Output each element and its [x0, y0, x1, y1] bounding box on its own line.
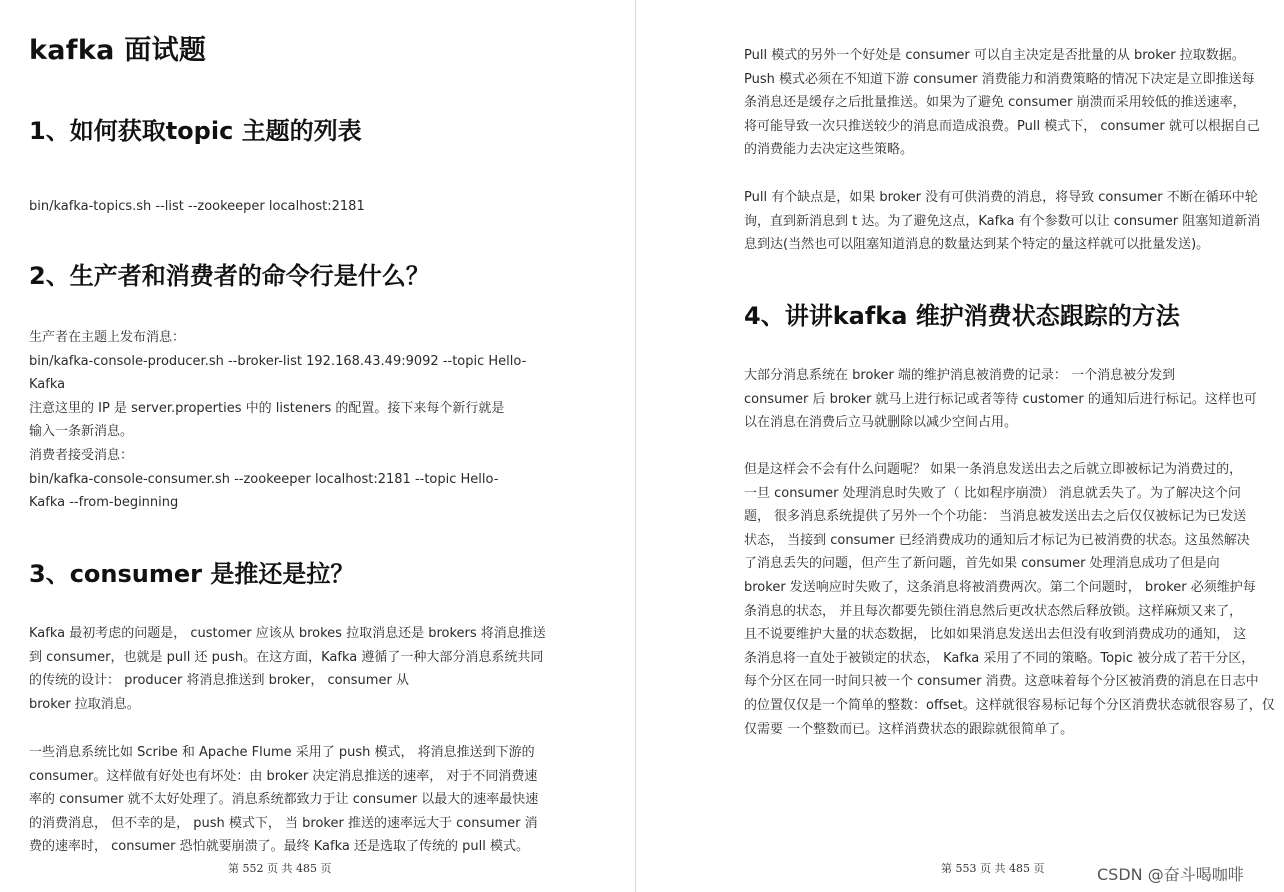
- text-line: consumer 后 broker 就马上进行标记或者等待 customer 的通知后进行标记。这样也可: [744, 391, 1257, 407]
- right-page: [637, 0, 1284, 892]
- text-line: bin/kafka-topics.sh --list --zookeeper localhost:2181: [29, 199, 365, 214]
- q4-heading: 4、讲讲kafka 维护消费状态跟踪的方法: [744, 302, 1180, 330]
- text-line: 条消息还是缓存之后批量推送。如果为了避免 consumer 崩溃而采用较低的推送速率，: [744, 95, 1246, 111]
- text-line: 询，直到新消息到 t 达。为了避免这点，Kafka 有个参数可以让 consumer 阻塞知道新消: [744, 213, 1261, 229]
- text-line: 消费者接受消息：: [29, 447, 134, 463]
- text-line: bin/kafka-console-producer.sh --broker-list 192.168.43.49:9092 --topic Hello-: [29, 353, 527, 369]
- page-divider: [635, 0, 636, 892]
- text-line: 一些消息系统比如 Scribe 和 Apache Flume 采用了 push 模式， 将消息推送到下游的: [29, 745, 535, 760]
- text-line: Kafka 最初考虑的问题是， customer 应该从 brokes 拉取消息还是 brokers 将消息推送: [29, 626, 546, 641]
- text-line: 以在消息在消费后立马就删除以减少空间占用。: [744, 415, 1018, 431]
- text-line: 的传统的设计： producer 将消息推送到 broker， consumer 从: [29, 673, 409, 689]
- text-line: 了消息丢失的问题，但产生了新问题，首先如果 consumer 处理消息成功了但是向: [744, 556, 1220, 572]
- text-line: Kafka: [29, 377, 66, 393]
- page-footer-left: 第 552 页 共 485 页: [228, 862, 332, 875]
- q2-heading: 2、生产者和消费者的命令行是什么？: [29, 262, 430, 290]
- q2-body: [29, 326, 526, 515]
- text-line: 生产者在主题上发布消息：: [29, 330, 186, 345]
- q1-body: [29, 195, 365, 219]
- text-line: 题， 很多消息系统提供了另外一个个功能： 当消息被发送出去之后仅仅被标记为已发送: [744, 509, 1247, 525]
- text-line: 一旦 consumer 处理消息时失败了（ 比如程序崩溃） 消息就丢失了。为了解决这个问: [744, 485, 1241, 501]
- csdn-watermark: CSDN @奋斗喝咖啡: [1097, 865, 1244, 884]
- text-line: 条消息的状态， 并且每次都要先锁住消息然后更改状态然后释放锁。这样麻烦又来了，: [744, 603, 1243, 619]
- q1-heading: 1、如何获取topic 主题的列表: [29, 117, 362, 145]
- text-line: 的位置仅仅是一个简单的整数：offset。这样就很容易标记每个分区消费状态就很容易了，仅: [744, 697, 1275, 713]
- q3-continued-paragraph-2: [744, 186, 1260, 257]
- text-line: 状态， 当接到 consumer 已经消费成功的通知后才标记为已被消费的状态。这虽然解决: [744, 532, 1250, 548]
- q4-paragraph-2: [744, 458, 1275, 741]
- text-line: Kafka --from-beginning: [29, 495, 179, 511]
- text-line: 但是这样会不会有什么问题呢？ 如果一条消息发送出去之后就立即被标记为消费过的，: [744, 462, 1243, 477]
- text-line: Pull 有个缺点是，如果 broker 没有可供消费的消息，将导致 consumer 不断在循环中轮: [744, 190, 1258, 205]
- text-line: 息到达(当然也可以阻塞知道消息的数量达到某个特定的量这样就可以批量发送)。: [744, 237, 1210, 253]
- text-line: 条消息将一直处于被锁定的状态， Kafka 采用了不同的策略。Topic 被分成了若干分区，: [744, 650, 1255, 666]
- text-line: Push 模式必须在不知道下游 consumer 消费能力和消费策略的情况下决定是立即推送每: [744, 71, 1255, 87]
- text-line: 仅需要 一个整数而已。这样消费状态的跟踪就很简单了。: [744, 721, 1074, 737]
- left-page: [0, 0, 636, 892]
- text-line: 将可能导致一次只推送较少的消息而造成浪费。Pull 模式下， consumer 就可以根据自己: [744, 118, 1260, 134]
- text-line: 且不说要维护大量的状态数据， 比如如果消息发送出去但没有收到消费成功的通知， 这: [744, 627, 1247, 643]
- q3-heading: 3、consumer 是推还是拉？: [29, 560, 355, 588]
- q3-paragraph-1: [29, 622, 546, 716]
- text-line: 大部分消息系统在 broker 端的维护消息被消费的记录： 一个消息被分发到: [744, 368, 1176, 383]
- text-line: consumer。这样做有好处也有坏处：由 broker 决定消息推送的速率， 对于不同消费速: [29, 768, 538, 784]
- text-line: 的消费能力去决定这些策略。: [744, 142, 914, 158]
- page-footer-right: 第 553 页 共 485 页: [941, 862, 1045, 875]
- text-line: bin/kafka-console-consumer.sh --zookeeper localhost:2181 --topic Hello-: [29, 471, 499, 487]
- q3-paragraph-2: [29, 741, 538, 859]
- q3-continued-paragraph-1: [744, 44, 1260, 162]
- document-title: kafka 面试题: [29, 35, 207, 66]
- text-line: 费的速率时， consumer 恐怕就要崩溃了。最终 Kafka 还是选取了传统的 pull 模式。: [29, 839, 529, 855]
- text-line: broker 发送响应时失败了，这条消息将被消费两次。第二个问题时， broker 必须维护每: [744, 579, 1256, 595]
- q4-paragraph-1: [744, 364, 1257, 435]
- text-line: 每个分区在同一时间只被一个 consumer 消费。这意味着每个分区被消费的消息在日志中: [744, 674, 1259, 690]
- text-line: broker 拉取消息。: [29, 696, 140, 712]
- text-line: 到 consumer，也就是 pull 还 push。在这方面，Kafka 遵循了一种大部分消息系统共同: [29, 649, 544, 665]
- text-line: 注意这里的 IP 是 server.properties 中的 listeners 的配置。接下来每个新行就是: [29, 400, 505, 416]
- text-line: 的消费消息， 但不幸的是， push 模式下， 当 broker 推送的速率远大于 consumer 消: [29, 815, 538, 831]
- text-line: Pull 模式的另外一个好处是 consumer 可以自主决定是否批量的从 broker 拉取数据。: [744, 48, 1245, 63]
- text-line: 率的 consumer 就不太好处理了。消息系统都致力于让 consumer 以最大的速率最快速: [29, 792, 539, 808]
- text-line: 输入一条新消息。: [29, 424, 134, 440]
